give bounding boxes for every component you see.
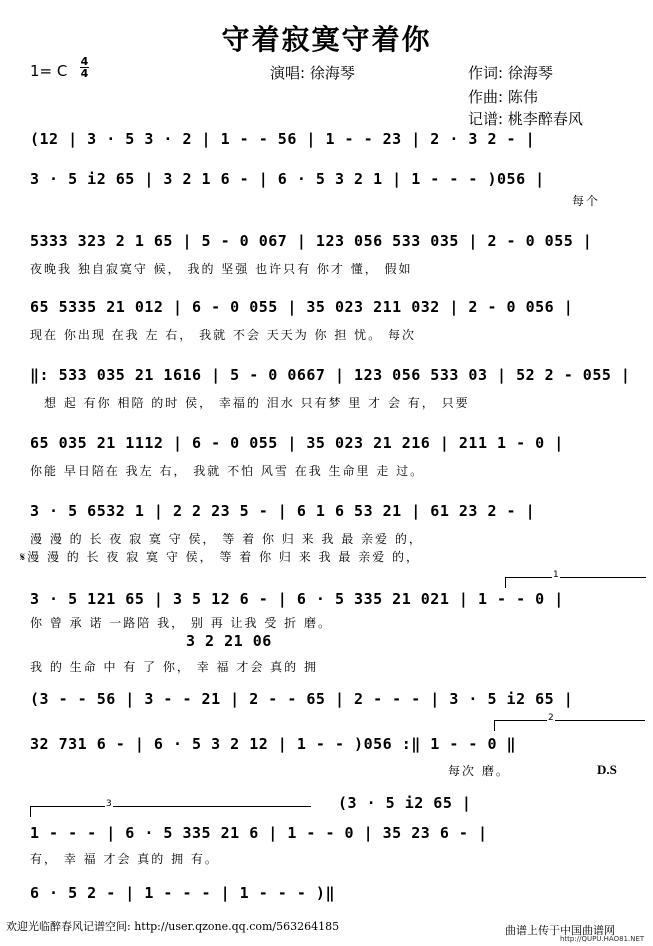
lyric-line-7a: 漫 漫 的 长 夜 寂 寞 守 侯， 等 着 你 归 来 我 最 亲爱 的， (30, 532, 423, 546)
volta-3-bracket (30, 799, 311, 817)
song-title: 守着寂寞守着你 (221, 23, 432, 56)
footer-source: 曲谱上传于中国曲谱网 (505, 924, 615, 937)
score-line-11-intro: (3 · 5 i2 65 | (338, 794, 472, 812)
volta-1-bracket (505, 570, 646, 588)
score-line-12: 6 · 5 2 - | 1 - - - | 1 - - - )‖ (30, 884, 335, 902)
score-line-6: 65 035 21 1112 | 6 - 0 055 | 35 023 21 216 | 211 1 - 0 | (30, 434, 564, 452)
lyric-line-4: 现在 你出现 在我 左 右， 我就 不会 天天为 你 担 忧。 每次 (30, 328, 416, 342)
score-line-2: 3 · 5 i2 65 | 3 2 1 6 - | 6 · 5 3 2 1 | 1 - - - )056 | (30, 170, 545, 188)
lyric-line-6: 你能 早日陪在 我左 右， 我就 不怕 风雪 在我 生命里 走 过。 (30, 464, 425, 478)
lyric-line-11: 有， 幸 福 才会 真的 拥 有。 (30, 852, 219, 866)
score-line-7: 3 · 5 6532 1 | 2 2 23 5 - | 6 1 6 53 21 | 61 23 2 - | (30, 502, 536, 520)
volta-3-label: 3 (106, 799, 112, 809)
lyric-line-5: 想 起 有你 相陪 的时 侯， 幸福的 泪水 只有梦 里 才 会 有， 只要 (44, 396, 470, 410)
ds-mark: D.S (597, 762, 617, 777)
lyric-line-2: 每个 (572, 194, 601, 208)
volta-2-bracket (494, 713, 645, 731)
score-line-4: 65 5335 21 012 | 6 - 0 055 | 35 023 211 032 | 2 - 0 056 | (30, 298, 574, 316)
composer: 作曲: 陈伟 (468, 88, 538, 106)
singer: 演唱: 徐海琴 (270, 64, 355, 82)
lyric-line-8-alt: 我 的 生命 中 有 了 你， 幸 福 才会 真的 拥 (30, 660, 318, 674)
score-line-5: ‖: 533 035 21 1616 | 5 - 0 0667 | 123 056 533 03 | 52 2 - 055 | (30, 366, 631, 384)
lyric-line-7b: 𝄋漫 漫 的 长 夜 寂 寞 守 侯， 等 着 你 归 来 我 最 亲爱 的， (20, 550, 421, 564)
time-bottom: 4 (80, 67, 89, 80)
volta-2-label: 2 (548, 713, 554, 723)
score-line-9: (3 - - 56 | 3 - - 21 | 2 - - 65 | 2 - - - | 3 · 5 i2 65 | (30, 690, 574, 708)
lyric-line-10: 每次 磨。 (448, 764, 510, 778)
score-line-8-alt: 3 2 21 06 (186, 632, 272, 650)
score-line-11: 1 - - - | 6 · 5 335 21 6 | 1 - - 0 | 35 23 6 - | (30, 824, 488, 842)
score-line-1: (12 | 3 · 5 3 · 2 | 1 - - 56 | 1 - - 23 | 2 · 3 2 - | (30, 130, 536, 148)
time-signature (80, 56, 89, 79)
time-top: 4 (80, 55, 89, 68)
volta-1-label: 1 (553, 570, 559, 580)
lyric-line-8: 你 曾 承 诺 一路陪 我， 别 再 让我 受 折 磨。 (30, 616, 332, 630)
transcriber: 记谱: 桃李醉春风 (468, 110, 583, 128)
footer-url: http://QUPU.HAO81.NET (560, 935, 645, 943)
lyric-line-3: 夜晚我 独自寂寞守 候， 我的 坚强 也许只有 你才 懂， 假如 (30, 262, 413, 276)
score-line-8: 3 · 5 121 65 | 3 5 12 6 - | 6 · 5 335 21 021 | 1 - - 0 | (30, 590, 564, 608)
key-signature: 1= C (30, 62, 68, 80)
footer-visit-text: 欢迎光临醉春风记谱空间: http://user.qzone.qq.com/563264185 (6, 920, 340, 933)
score-line-3: 5333 323 2 1 65 | 5 - 0 067 | 123 056 533 035 | 2 - 0 055 | (30, 232, 593, 250)
lyricist: 作词: 徐海琴 (468, 64, 553, 82)
score-line-10: 32 731 6 - | 6 · 5 3 2 12 | 1 - - )056 :‖ 1 - - 0 ‖ (30, 735, 517, 753)
